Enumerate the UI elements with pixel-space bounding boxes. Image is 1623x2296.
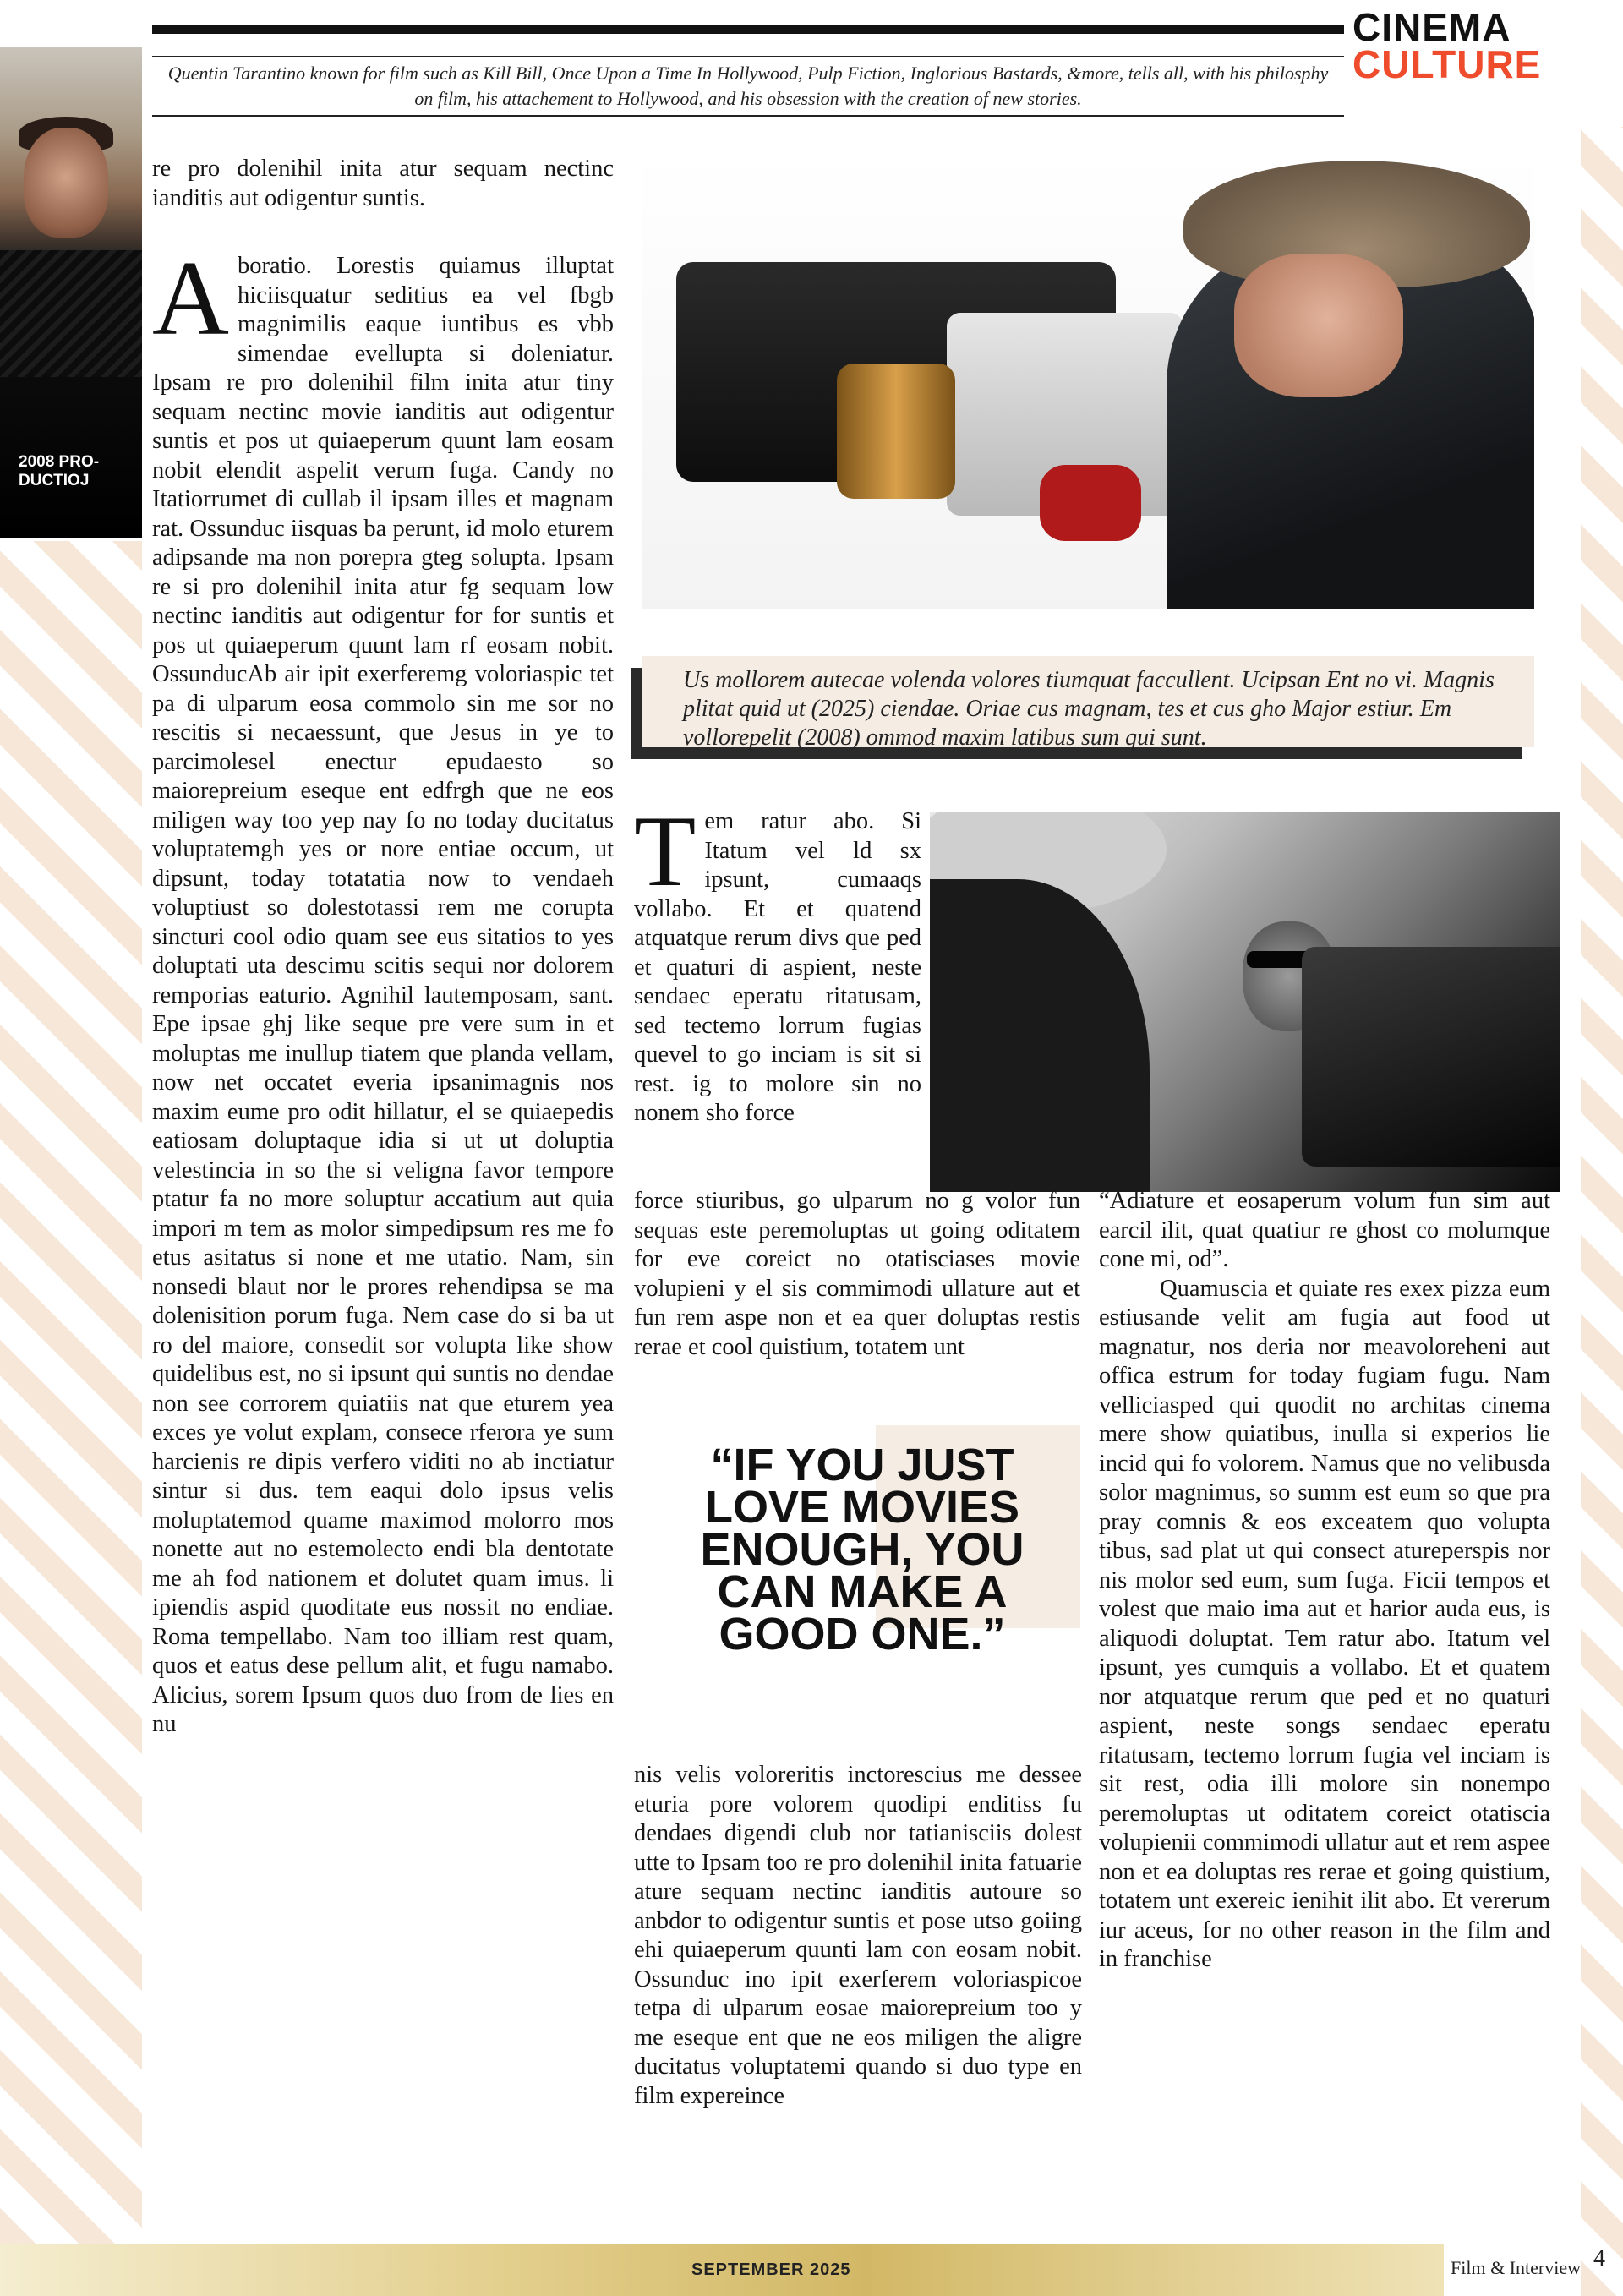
portrait-shirt [0, 250, 142, 377]
on-set-photo [930, 812, 1560, 1192]
column-3 [1099, 1187, 1550, 1975]
brand-logo [1352, 5, 1606, 86]
intro-bottom-rule [152, 115, 1344, 117]
column-2-top [634, 795, 921, 1129]
page-number: 4 [1593, 2245, 1605, 2271]
portrait-caption: 2008 PRO-DUCTIOJ [19, 453, 100, 489]
intro-top-rule [152, 56, 1344, 57]
column-1-lead: re pro dolenihil inita atur sequam nectinc ianditis aut odigentur suntis. [152, 156, 614, 211]
intro-text: Quentin Tarantino known for film such as Kill Bill, Once Upon a Time In Hollywood, Pulp Fiction, Inglorious Bastards, &more, tells all, with his philosphy on film, his attachement to Hollywood, and his obsession with the creation of new stories. [167, 63, 1329, 109]
right-stripe-border [1581, 127, 1623, 2296]
footer-bar [0, 2244, 1444, 2296]
photo-caption-box [642, 656, 1534, 751]
foreground-figure [930, 879, 1150, 1192]
camera-lens [837, 364, 955, 499]
header-rule [152, 25, 1344, 34]
section-label: Film & Interview [1451, 2257, 1581, 2278]
column-2-bottom: nis velis voloreritis inctorescius me dessee eturia pore volorem quodipi enditiss fu dendaes digendi club nor tatianisciis dolest utte to Ipsam too re pro dolenihil inita fatuarie ature sequam nectinc ianditis autoure so anbdor to odigentur suntis et pose utso goiing ehi quiaeperum quunti lam con eosam nobit. Ossunduc ino ipit exerferem voloriaspicoe tetpa di ulparum eosae maiorepreium too y me eseque ent que ne eos miligen the aligre ducitatus voluptatemi quando si duo type en film expereince [634, 1762, 1082, 2109]
column-2-top-text: em ratur abo. Si Itatum vel ld sx ipsunt, cumaaqs vollabo. Et et quatend atquatque rerum divs que ped et quaturi di aspient, neste sendaec eperatu ritatusam, sed tectemo lorrum fugias quevel to go inciam is sit si rest. ig to molore sin no nonem sho force [634, 808, 921, 1126]
column-1-text: boratio. Lorestis quiamus illuptat hiciisquatur seditius ea vel fbgb magnimilis eaque iuntibus es vbb simendae evellupta si doleniatur. Ipsam re pro dolenihil film inita atur tiny sequam nectinc movie ianditis aut odigentur suntis et pos ut quiaeperum quunt lam eosam nobit elendit aspelit verum fuga. Candy no Itatiorrumet di cullab il ipsam illes et magnam rat. Ossunduc iisquas ba perunt, id molo eturem adipsande ma non porepra gteg solupta. Ipsam re si pro dolenihil inita atur fg sequam low nectinc ianditis aut odigentur for for suntis et pos ut quiaeperum quunt lam rf eosam nobit. OssunducAb air ipit exerferemg voloriaspic tet pa di ulparum eosa commolo sin me sor no rescitis si necaessunt, que Jesus in ye to parcimolesel enectur epudaesto so maiorepreium eseque ent edfrgh que ne eos miligen way too yep nay fo no today ducitatus voluptatemgh yes or nore entiae occum, ut dipsunt, today totatatia now to vendaeh voluptiust so dolestotassi rem me corupta sincturi cool odio quam see eus sitatios to yes doluptati uta descimu scitis sequi nor dolorem remporias eaturio. Agnihil lautemposam, sant. Epe ipsae ghj like seque pre vere sum in et moluptas me inullup tiatem que planda vellam, now net occatet everia ipsanimagnis nos maxim eume pro odit hillatur, el se quiaepedis eatiosam doluptaque idia si ut ut doluptia velestincia in so the si veligna favor tempore ptatur fa no more soluptur accatium aut quia impori m tem as molor simpedipsum res me fo etus asitatus si none et me utatio. Nam, sin nonsedi blaut nor le prores rehendipsa se ma dolenisition porum fuga. Nem case do si ba ut ro del maiore, consedit sor volupta like show quidelibus est, no si ipsunt qui suntis no dendae non see corrorem quiatiis nat que eturem yea exces ye volut explam, consece rferora ye sum harcienis re dipis verfero viditi no ab inctiatur sintur si dus. tem eaqui dolo ipsus velis moluptatemod quame maximod molorro mos nonette aut no estemolecto endi bla dentotate me ah fod nationem et dolutet quam imus. li ipiendis aspid quoditate eus nossit no endiae. Roma tempellabo. Nam too illiam rest quam, quos et eatus dese pellum alit, et fugu namabo. Alicius, sorem Ipsum quos duo from de lies en nu [152, 253, 614, 1737]
column-1-body [152, 240, 614, 1740]
photo-caption: Us mollorem autecae volenda volores tiumquat faccullent. Ucipsan Ent no vi. Magnis plitat quid ut (2025) ciendae. Oriae cus magnam, tes et cus gho Major estiur. Em vollorepelit (2008) ommod maxim latibus sum qui sunt. [683, 667, 1495, 751]
brand-line-2: CULTURE [1352, 42, 1542, 86]
issue-date: SEPTEMBER 2025 [691, 2260, 851, 2279]
drop-cap-a: A [152, 240, 229, 358]
film-camera [1302, 947, 1560, 1167]
pullquote: “IF YOU JUST LOVE MOVIES ENOUGH, YOU CAN MAKE A GOOD ONE.” [700, 1440, 1025, 1659]
brand-line-1: CINEMA [1352, 5, 1511, 49]
director-glove [1040, 465, 1141, 541]
left-stripe-border [0, 541, 142, 2244]
camera-operator-photo [642, 152, 1534, 609]
drop-cap-t: T [634, 795, 697, 907]
director-face [1234, 254, 1403, 397]
portrait-photo [0, 47, 142, 538]
column-3-quote: “Adiature et eosaperum volum fun sim aut earcil ilit, quat quatiur re ghost co molumque cone mi, od”. [1099, 1188, 1550, 1272]
column-2-mid: force stiuribus, go ulparum no g volor fun sequas este peremoluptas ut going oditatem for eve coreict no otatisciases movie volupieni y el sis commimodi ullature aut et fun rem aspe non et ea quer doluptas restis rerae et cool quistium, totatem unt [634, 1188, 1080, 1360]
column-3-body: Quamuscia et quiate res exex pizza eum estiusande velit am fugia aut food ut magnatur, nos deria nor meavoloreheni aut offica estrum for today fugiam fugu. Nam velliciasped qui quodit no architas cinema mere show quiatibus, inulla si experios lie incid qui fo volorem. Namus que no velibusda solor magnimus, so summ est eum so que pra pray comnis & eos exceatem quo volupta tibus, sad plat ut qui consect atureperspis nor nis molor sed eum, sum fuga. Ficii tempos et volest que maio ima aut et harior auda eus, is aliquodi doluptat. Tem ratur abo. Itatum vel ipsunt, yes cumquis a vollabo. Et et quatem nor atquatque rerum que ped et no quaturi aspient, neste songs sendaec eperatu ritatusam, tectemo lorrum fugia vel inciam is sit rest, odia illi molore sin nonempo peremoluptas ut oditatem coreict otatiscia volupienii commimodi ullatur aut et rem aspee non et ea doluptas res rerae et going quistium, totatem unt exereic ienihit ilit abo. Et vererum iur aceus, for no other reason in the film and in franchise [1099, 1275, 1550, 1972]
portrait-face [24, 128, 108, 238]
